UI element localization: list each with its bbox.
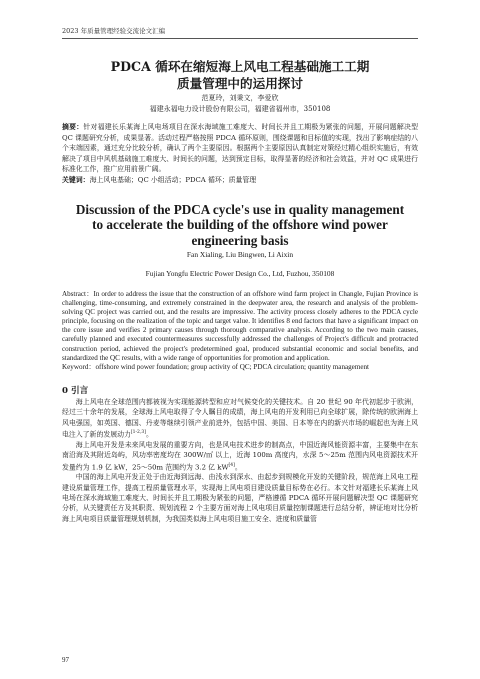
section-heading-introduction: 0 引言 — [62, 385, 89, 396]
english-title-line-2: to accelerate the building of the offshore wind power — [92, 217, 388, 233]
english-keywords-label: Keyword： — [62, 362, 96, 371]
intro-paragraph-3: 中国的海上风电开发正处于由近海到远海、由浅水到深水、由起步到规模化开发的关键阶段，规范海上风电工程建设质量管理工作，提高工程质量管理水平，实现海上风电项目建设质量目标势在必行。本文针对福建长乐某海上风电场在深水海域施工难度大、时间长并且工期极为紧张的问题，严格遵循 PDCA 循环开展问题解决型 QC 课题研究分析，从关键责任方及其职责、规划流程 2 个主要方面对海上风电项目质量控制课题进行总结分析，辨证地对比分析海上风电项目质量管理规划机制，为我国类似海上风电项目施工安全、进度和质量管 — [62, 473, 418, 523]
english-abstract-text: In order to address the issue that the construction of an offshore wind farm project in Changle, Fujian Province is challenging, time-consuming, and extremely constrained in the deepwater area, the research and analysis of the problem-solving QC project was carried out, and the results are impressive. The activity process closely adheres to the PDCA cycle principle, focusing on the realization of the topic and target value. It identifies 8 end factors that have a significant impact on the core issue and verifies 2 primary causes through thorough comparative analysis. According to the two main causes, carefully planned and executed countermeasures successfully addressed the challenges of Project's difficult and protracted construction period, achieved the project's predetermined goal, produced substantial economic and social benefits, and standardized the QC results, with a wide range of opportunities for promotion and application. — [62, 289, 418, 362]
chinese-abstract-text: 针对福建长乐某海上风电场项目在深水海域施工难度大、时间长并且工期极为紧张的问题，开展问题解决型 QC 课题研究分析，成果显著。活动过程严格按照 PDCA 循环原则，围绕课题和目标值的实现，找出了影响症结的八个末端因素，通过充分比较分析，确认了两个主要原因。根据两个主要原因认真制定对策经过精心组织实施后，有效解决了项目中风机基础施工难度大、时间长的问题，达到预定目标，取得显著的经济和社会效益，并对 QC 成果进行标准化工作，推广应用前景广阔。 — [62, 123, 418, 174]
english-authors: Fan Xialing, Liu Bingwen, Li Aixin — [186, 249, 294, 259]
intro-paragraph-2 — [62, 440, 418, 473]
page-number: 97 — [62, 656, 69, 664]
running-head: 2023 年质量管理经验交流论文汇编 — [62, 27, 418, 39]
english-affiliation: Fujian Yongfu Electric Power Design Co., Ltd, Fuzhou, 350108 — [145, 268, 335, 278]
english-abstract — [62, 290, 418, 363]
chinese-keywords-text: 海上风电基础；QC 小组活动；PDCA 循环；质量管理 — [89, 175, 257, 184]
chinese-authors: 范夏玲，刘秉文，李爱欣 — [201, 94, 279, 102]
english-abstract-label: Abstract： — [62, 289, 94, 298]
intro-paragraph-1-end: 。 — [145, 430, 153, 439]
chinese-title — [62, 58, 418, 92]
chinese-abstract — [62, 122, 418, 186]
chinese-keywords-label: 关键词： — [62, 175, 90, 184]
chinese-title-line-1: PDCA 循环在缩短海上风电工程基础施工工期 — [110, 59, 370, 74]
chinese-title-line-2: 质量管理中的运用探讨 — [177, 76, 303, 91]
english-title — [62, 202, 418, 249]
intro-paragraph-1 — [62, 397, 418, 440]
english-title-line-1: Discussion of the PDCA cycle's use in quality management — [75, 201, 405, 217]
english-keywords — [62, 363, 418, 372]
chinese-abstract-label: 摘要： — [62, 123, 84, 131]
citation-1: [1-2,3] — [130, 430, 146, 436]
intro-paragraph-1-text: 海上风电在全球范围内都被视为实现能源转型和应对气候变化的关键技术。自 20 世纪 90 年代初起步于欧洲，经过三十余年的发展，全球海上风电取得了令人瞩目的成绩，海上风电的开发利用已向全球扩展，除传统的欧洲海上风电强国，如英国、德国、丹麦等继续引领产业前进外，包括中国、美国、日本等在内的新兴市场的崛起也为海上风电注入了新的发展动力 — [62, 397, 418, 439]
english-keywords-text: offshore wind power foundation; group activity of QC; PDCA circulation; quantity management — [95, 362, 370, 371]
intro-paragraph-2-end: 。 — [234, 462, 242, 471]
chinese-affiliation: 福建永福电力设计股份有限公司，福建省福州市，350108 — [149, 105, 331, 113]
citation-2: [4] — [228, 462, 235, 468]
english-title-line-3: engineering basis — [191, 233, 289, 249]
intro-paragraph-2-text: 海上风电开发是未来风电发展的重要方向，也是风电技术进步的制高点，中国近海风能资源丰富，主要集中在东南沿海及其附近岛屿，风功率密度均在 300W/㎡ 以上，近海 100m 高度内，水深 5～25m 范围内风电资源技术开发量约为 1.9 亿 kW，25～50m 范围约为 3.2 亿 kW — [62, 440, 418, 471]
